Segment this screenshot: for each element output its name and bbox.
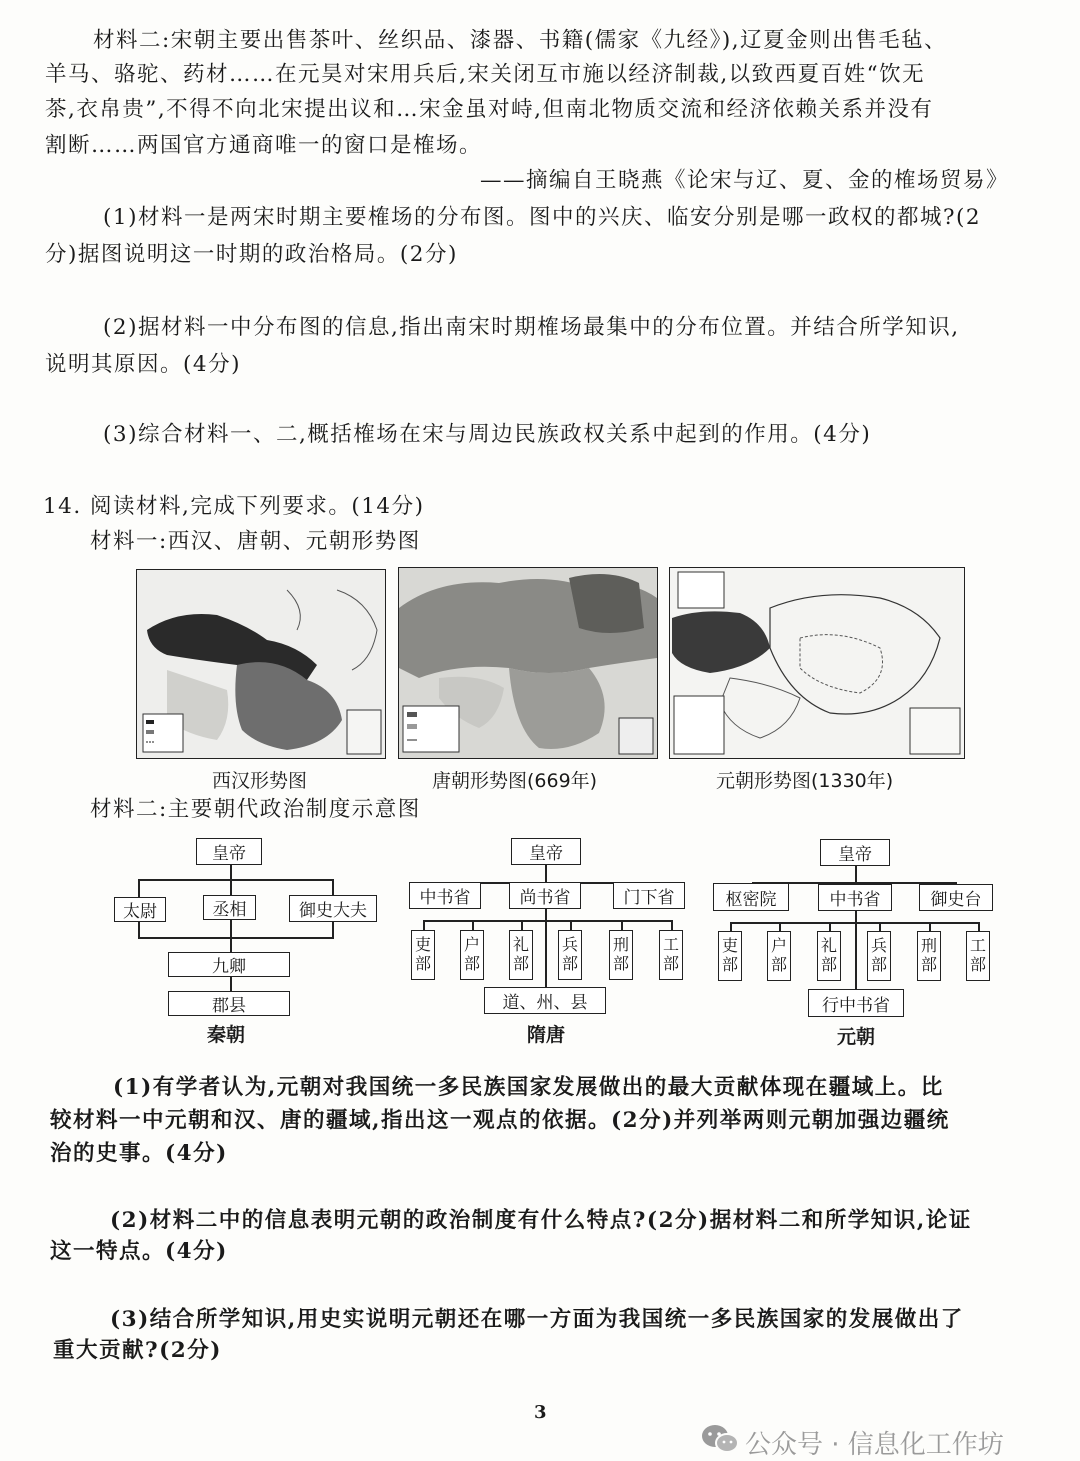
suitang-gong-bu: 工部 bbox=[659, 930, 683, 980]
yuan-xingzhongshusheng: 行中书省 bbox=[808, 989, 904, 1017]
suitang-emperor: 皇帝 bbox=[511, 838, 581, 865]
suitang-label: 隋唐 bbox=[527, 1024, 566, 1046]
q14-3-line1: (3)结合所学知识,用史实说明元朝还在哪一方面为我国统一多民族国家的发展做出了 bbox=[110, 1307, 964, 1332]
western-han-map-drawing bbox=[137, 570, 385, 758]
suitang-menxia: 门下省 bbox=[613, 882, 685, 909]
yuan-map-caption: 元朝形势图(1330年) bbox=[716, 770, 894, 792]
yuan-gong-bu: 工部 bbox=[966, 931, 990, 981]
q14-2-line1: (2)材料二中的信息表明元朝的政治制度有什么特点?(2分)据材料二和所学知识,论证 bbox=[110, 1208, 972, 1233]
yuan-emperor: 皇帝 bbox=[820, 839, 890, 866]
yuan-li-bu: 吏部 bbox=[718, 931, 742, 981]
suitang-zhongshu: 中书省 bbox=[409, 882, 481, 909]
yuan-yushitai: 御史台 bbox=[919, 884, 993, 911]
tang-map bbox=[398, 567, 658, 759]
q13-3-line1: (3)综合材料一、二,概括榷场在宋与周边民族政权关系中起到的作用。(4分) bbox=[103, 422, 872, 447]
suitang-li2-bu: 礼部 bbox=[509, 930, 533, 980]
yuan-map-drawing bbox=[670, 568, 964, 758]
yuan-bing-bu: 兵部 bbox=[867, 931, 891, 981]
q13-1-line1: (1)材料一是两宋时期主要榷场的分布图。图中的兴庆、临安分别是哪一政权的都城?(2 bbox=[103, 205, 982, 230]
suitang-li-bu: 吏部 bbox=[411, 930, 435, 980]
qin-emperor: 皇帝 bbox=[196, 838, 262, 865]
qin-jiuqing: 九卿 bbox=[168, 952, 290, 977]
tang-map-drawing bbox=[399, 568, 657, 758]
wechat-icon bbox=[700, 1422, 740, 1456]
yuan-shumiyuan: 枢密院 bbox=[713, 883, 789, 911]
material2-line1: 材料二:宋朝主要出售茶叶、丝织品、漆器、书籍(儒家《九经》),辽夏金则出售毛毡、 bbox=[93, 28, 948, 53]
yuan-map bbox=[669, 567, 965, 759]
material2-line2: 羊马、骆驼、药材……在元昊对宋用兵后,宋关闭互市施以经济制裁,以致西夏百姓“饮无 bbox=[45, 62, 926, 87]
suitang-dao-zhou-xian: 道、州、县 bbox=[484, 987, 606, 1014]
page-number: 3 bbox=[534, 1402, 549, 1423]
q14-1-line2: 较材料一中元朝和汉、唐的疆域,指出这一观点的依据。(2分)并列举两则元朝加强边疆统 bbox=[50, 1108, 950, 1133]
q14-3-line2: 重大贡献?(2分) bbox=[53, 1338, 222, 1363]
watermark-text: 公众号 · 信息化工作坊 bbox=[745, 1430, 1004, 1460]
yuan-label: 元朝 bbox=[837, 1026, 876, 1048]
suitang-shangshu: 尚书省 bbox=[509, 882, 581, 909]
q14-material2-label: 材料二:主要朝代政治制度示意图 bbox=[90, 797, 421, 822]
suitang-bing-bu: 兵部 bbox=[558, 930, 582, 980]
material2-line4: 割断……两国官方通商唯一的窗口是榷场。 bbox=[45, 133, 483, 158]
yuan-xing-bu: 刑部 bbox=[917, 931, 941, 981]
q14-1-line3: 治的史事。(4分) bbox=[50, 1141, 228, 1166]
suitang-xing-bu: 刑部 bbox=[609, 930, 633, 980]
q14-2-line2: 这一特点。(4分) bbox=[50, 1239, 228, 1264]
yuan-hu-bu: 户部 bbox=[767, 931, 791, 981]
qin-taiwei: 太尉 bbox=[114, 897, 166, 922]
qin-yushidafu: 御史大夫 bbox=[289, 895, 377, 922]
western-han-map bbox=[136, 569, 386, 759]
western-han-map-caption: 西汉形势图 bbox=[212, 770, 308, 792]
q14-material1-label: 材料一:西汉、唐朝、元朝形势图 bbox=[90, 529, 421, 554]
material2-source: ——摘编自王晓燕《论宋与辽、夏、金的榷场贸易》 bbox=[480, 168, 1010, 193]
yuan-li2-bu: 礼部 bbox=[817, 931, 841, 981]
material2-line3: 茶,衣帛贵”,不得不向北宋提出议和…宋金虽对峙,但南北物质交流和经济依赖关系并没有 bbox=[45, 97, 934, 122]
yuan-zhongshu: 中书省 bbox=[818, 884, 892, 911]
q13-2-line1: (2)据材料一中分布图的信息,指出南宋时期榷场最集中的分布位置。并结合所学知识, bbox=[103, 315, 960, 340]
qin-junxian: 郡县 bbox=[168, 991, 290, 1016]
q14-header: 14. 阅读材料,完成下列要求。(14分) bbox=[43, 494, 425, 519]
qin-chengxiang: 丞相 bbox=[203, 895, 256, 920]
q13-1-line2: 分)据图说明这一时期的政治格局。(2分) bbox=[45, 242, 458, 267]
tang-map-caption: 唐朝形势图(669年) bbox=[432, 770, 598, 792]
q14-1-line1: (1)有学者认为,元朝对我国统一多民族国家发展做出的最大贡献体现在疆域上。比 bbox=[113, 1075, 944, 1100]
suitang-hu-bu: 户部 bbox=[460, 930, 484, 980]
q13-2-line2: 说明其原因。(4分) bbox=[45, 352, 241, 377]
qin-label: 秦朝 bbox=[207, 1024, 246, 1046]
